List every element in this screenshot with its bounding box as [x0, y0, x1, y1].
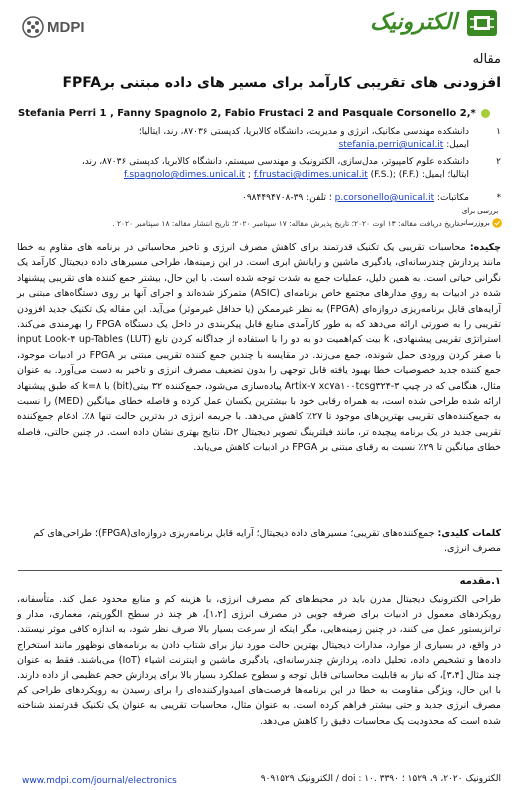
affiliation-number: ۲ [496, 157, 501, 167]
keywords-text: جمع‌کننده‌های تقریبی؛ مسیرهای داده دیجیتال؛ آرایه قابل برنامه‌ریزی دروازه‌ای(FPGA)؛ طراحی‌های کم مصرف انرژی. [33, 528, 501, 554]
affiliation-number: * [496, 193, 501, 203]
correspondence-label: مکاتبات: [436, 193, 469, 203]
intro-text: طراحی الکترونیک دیجیتال مدرن باید در محیط‌های کم مصرف انرژی، با هزینه کم و منابع محدود عمل کند. متأسفانه، رویکردهای معمول در ادبیات برای صرفه جویی در مصرف انرژی [۱،۲]، هر چند در سطح الگوریتم، معماری، مدار و ترانزیستور عمل می کنند، در چنین زمینه‌هایی، مگر اینکه از سرعت بسیار بالا صرف نظر شود، به اندازه کافی موثر نیستند. در واقع، در بسیاری از موارد، مدارات دیجیتال بهترین حالت مورد نیاز برای شتاب دادن به برنامه‌های نوظهور مانند استخراج داده‌ها و تشخیص داده، تحلیل داده، پردازش چندرسانه‌ای، یادگیری ماشین و اینترنت اشیاء (IoT) می‌باشند. فقط به عنوان چند مثال [۳،۴]، که نیاز به قابلیت محاسباتی قابل توجه و سطوح عملکرد بسیار بالا برای پردازش حجم عظیمی از داده دارند. با این حال، ویژگی مقاومت به خطا در این برنامه‌ها فرصت‌های امیدوارکننده‌ای را برای رسیدن به رویکردهای طراحی کم مصرف انرژی جدید و حتی بیشتر فراهم کرده است. به عنوان مثال، محاسبات تقریبی به عنوان یک تکنیک قدرتمند شناخته شده است که محدودیت یک محاسبات دقیق را کاهش می‌دهد. [17, 594, 502, 727]
abstract-text: محاسبات تقریبی یک تکنیک قدرتمند برای کاهش مصرف انرژی و تاخیر محاسباتی در برنامه های مقاوم به خطا مانند پردازش چندرسانه‌ای، یادگیری ماشین و رایانش ابری است. در این زمینه‌ها، طراحی مسیرهای داده دیجیتال کارآمد یک نگرانی حیاتی است. به همین دلیل، عملیات جمع به شدت توجه شده است. با این حال، بیشتر جمع کننده های تقریبی پیشنهاد شده در ادبیات به رویِ مدارهای مجتمع خاص برنامه‌ای (ASIC) متمرکز شده‌اند و اجرای آنها بر روی دستگاه‌های مبتنی بر آرایه‌های قابل برنامه‌ریزی دروازه‌ای (FPGA) به نظر غیرممکن (یا حداقل غیرموثر) می‌آید. این مقاله یک تکنیک جدید افزودن تقریبی را به صورتی ارائه می‌دهد که به طور کارآمدی منابع قابل پیکربندی در داخل یک دستگاه FPGA را بهرمندی می‌کند. استراتژی تقریبی پیشنهادی، k بیت کم‌اهمیت دو به دو را با استفاده از جداگانه کردن تابع input Look-۴ up-Tables (LUT) با صفر کردن ورودی حمل شونده، جمع می‌زند. در مقایسه با چندین جمع کننده تقریبی مبتنی بر FPGA در ادبیات موجود، جمع کننده جدید خصوصیات خطا بهبود یافته قابل توجهی را بدون تضعیف مصرف انرژی و تاخیر به دست می‌آورد. به عنوان مثال، هنگامی که در چیپ Artix-۷ xc۷a۱۰۰tcsg۳۲۴-۳ پیاده‌سازی می‌شود، جمع‌کننده ۳۲ بیتی(bit) با k=۸ که طبق پیشنهاد ارائه شده طراحی شده است، به همراه رقابی خود با بیشترین یکسان عمل کرده و فاصله خطای میانگین (MED) را نسبت به جمع‌کننده‌های تقریبی بهترین‌های موجود تا ۲۷٪ کاهش می‌دهد. با جریمه انرژی در بدترین حالت تنها ۸٪. ادغام جمع‌کننده تقریبی جدید در یک برنامه پیچیده تر، مانند فیلترینگ تصویر دیجیتال D۲، نتایج بهتری نشان داده است. در چنین حالتی، فاصله خطای میانگین تا ۲۹٪ نسبت به رقبای مبتنی بر FPGA در ادبیات کاهش می‌یابد. [17, 242, 502, 454]
email-label: ایتالیا؛ ایمیل: [421, 170, 469, 180]
email-link[interactable]: p.corsonello@unical.it [334, 193, 435, 203]
email-label: ایمیل: [446, 140, 469, 150]
abstract [17, 240, 501, 456]
affiliation-1 [17, 126, 501, 152]
badge-line-1: بررسی برای [461, 207, 499, 215]
mdpi-logo [22, 14, 92, 40]
mdpi-wordmark: MDPI [47, 19, 85, 36]
journal-url[interactable]: www.mdpi.com/journal/electronics [22, 776, 177, 786]
phone-number: ؛ تلفن: ۳۹-۰۹۸۴۴۹۴۷۰۸ [242, 193, 332, 203]
affiliation-2: ۲ دانشکده علوم کامپیوتر، مدل‌سازی، الکترونیک و مهندسی سیستم، دانشگاه کالابریا، کدپستی ۸۷۰۳۶، رند، ایتالیا؛ ایمیل: f.spagnolo@dimes.unical.it ; f.frustaci@dimes.unical.it (F.S.); (F.F.) [17, 156, 501, 182]
journal-logo [349, 6, 499, 40]
section-divider [18, 570, 502, 571]
article-type-label: مقاله [472, 52, 501, 67]
author-list [18, 108, 503, 119]
author-names: Stefania Perri 1 , Fanny Spagnolo 2, Fabio Frustaci 2 and Pasquale Corsonello 2,* [18, 108, 476, 119]
affiliation-text: دانشکده مهندسی مکانیک، انرژی و مدیریت، دانشگاه کالابریا، کدپستی ۸۷۰۳۶، رند، ایتالیا؛ [138, 127, 469, 137]
journal-name: الکترونیک [370, 9, 457, 35]
publication-dates: تاریخ دریافت مقاله: ۱۳ اوت ۲۰۲۰؛ تاریخ پذیرش مقاله: ۱۷ سپتامبر ۲۰۲۰؛ تاریخ انتشار مقاله: ۱۸ سپتامبر ۲۰۲۰ . [112, 219, 459, 228]
author-initials: (F.S.); (F.F.) [370, 170, 419, 180]
email-link[interactable]: f.spagnolo@dimes.unical.it [123, 170, 246, 180]
email-link[interactable]: f.frustaci@dimes.unical.it [253, 170, 368, 180]
badge-line-2: بروزرسانی [458, 219, 490, 227]
email-link[interactable]: stefania.perri@unical.it [338, 140, 444, 150]
orcid-icon[interactable] [481, 109, 490, 118]
citation: الکترونیک ۲۰۲۰، ۹، ۱۵۲۹ ؛ doi : ۱۰. ۳۳۹۰ / الکترونیک ۹۰۹۱۵۲۹ [260, 774, 501, 784]
check-for-updates-badge[interactable] [458, 207, 502, 230]
intro-heading: ۱.مقدمه [459, 576, 501, 587]
keywords [17, 526, 501, 556]
abstract-label: چکیده: [469, 242, 501, 253]
paper-title: افزودنی های تقریبی کارآمد برای مسیر های داده مبتنی برFPFA [62, 75, 501, 91]
update-check-icon [492, 216, 502, 230]
affiliation-number: ۱ [496, 127, 501, 137]
correspondence [17, 192, 501, 205]
affiliation-text: دانشکده علوم کامپیوتر، مدل‌سازی، الکترونیک و مهندسی سیستم، دانشگاه کالابریا، کدپستی ۸۷۰۳۶، رند، [81, 157, 469, 167]
circuit-icon [465, 8, 499, 38]
keywords-label: کلمات کلیدی: [437, 528, 501, 539]
